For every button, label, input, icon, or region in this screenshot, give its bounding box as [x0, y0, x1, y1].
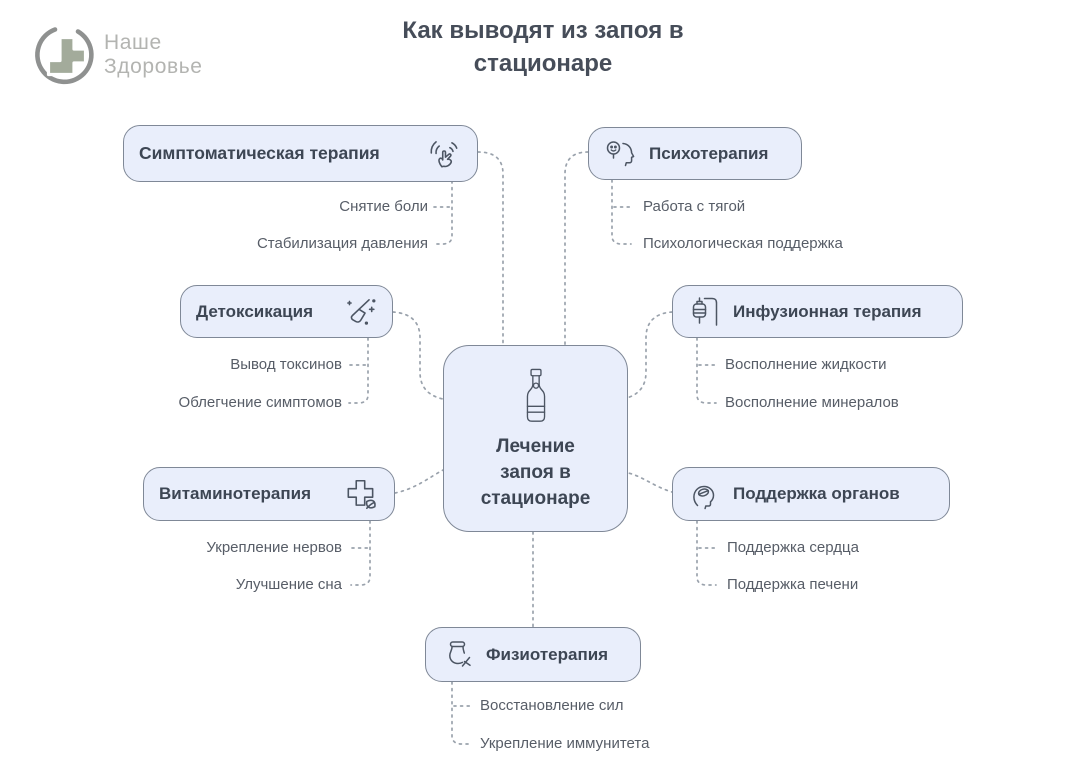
- node-organ-support: [672, 467, 950, 521]
- page-title-line2: стационаре: [473, 50, 613, 77]
- connector-organs-children: [697, 521, 716, 585]
- brand-line1: Наше: [104, 31, 162, 54]
- connector-detox-center: [393, 312, 443, 399]
- tremor-hand-icon: [426, 136, 462, 172]
- brand-line2: Здоровье: [104, 55, 203, 78]
- connector-detox-children: [349, 338, 368, 403]
- sub-label: Поддержка сердца: [727, 539, 859, 556]
- sub-label: Поддержка печени: [727, 576, 859, 593]
- node-infusion-label: Инфузионная терапия: [733, 301, 922, 321]
- connector-organs-center: [623, 472, 672, 492]
- connector-psychotherapy-children: [612, 180, 631, 244]
- connector-infusion-center: [623, 312, 672, 399]
- node-psychotherapy: [588, 127, 802, 180]
- node-physiotherapy: [425, 627, 641, 682]
- node-physiotherapy-label: Физиотерапия: [486, 644, 609, 664]
- massage-icon: [441, 638, 475, 672]
- connector-infusion-children: [697, 338, 716, 403]
- node-organ-support-label: Поддержка органов: [733, 484, 900, 503]
- sub-label: Снятие боли: [339, 198, 428, 215]
- node-symptomatic-label: Симптоматическая терапия: [139, 143, 380, 163]
- node-infusion-therapy: [672, 285, 963, 338]
- page-title-line1: Как выводят из запоя в: [402, 17, 684, 44]
- central-label-line1: Лечение: [496, 436, 575, 457]
- connector-physio-children: [452, 682, 471, 744]
- sub-label: Восполнение минералов: [725, 394, 899, 411]
- connector-vitamin-children: [351, 521, 370, 585]
- bottle-icon: [518, 366, 554, 426]
- connector-vitamin-center: [395, 470, 443, 493]
- central-label-line3: стационаре: [480, 488, 591, 509]
- sub-label: Психологическая поддержка: [643, 235, 843, 252]
- node-detox-label: Детоксикация: [196, 301, 314, 321]
- sub-label: Укрепление иммунитета: [480, 735, 650, 752]
- sub-label: Восполнение жидкости: [725, 356, 887, 373]
- iv-drip-icon: [688, 295, 722, 329]
- connector-symptomatic-children: [433, 181, 452, 244]
- head-care-icon: [688, 477, 722, 511]
- central-label-line2: запоя в: [500, 462, 571, 483]
- node-symptomatic-therapy: [123, 125, 478, 182]
- connector-psychotherapy-center: [565, 152, 588, 345]
- sub-label: Стабилизация давления: [256, 235, 428, 252]
- central-node-label: [481, 434, 591, 512]
- sub-label: Облегчение симптомов: [178, 394, 342, 411]
- sub-label: Работа с тягой: [643, 198, 746, 215]
- node-detox: [180, 285, 393, 338]
- psychology-head-icon: [604, 137, 638, 171]
- node-vitamin-therapy: [143, 467, 395, 521]
- medical-cross-leaf-icon: [343, 476, 379, 512]
- sub-label: Вывод токсинов: [230, 356, 342, 373]
- sub-label: Улучшение сна: [235, 576, 342, 593]
- central-node: [443, 345, 628, 532]
- sub-label: Восстановление сил: [480, 697, 624, 714]
- node-psychotherapy-label: Психотерапия: [649, 143, 769, 163]
- node-vitamin-label: Витаминотерапия: [159, 484, 312, 503]
- connector-symptomatic-center: [478, 152, 503, 345]
- broom-icon: [341, 294, 377, 330]
- sub-label: Укрепление нервов: [206, 539, 342, 556]
